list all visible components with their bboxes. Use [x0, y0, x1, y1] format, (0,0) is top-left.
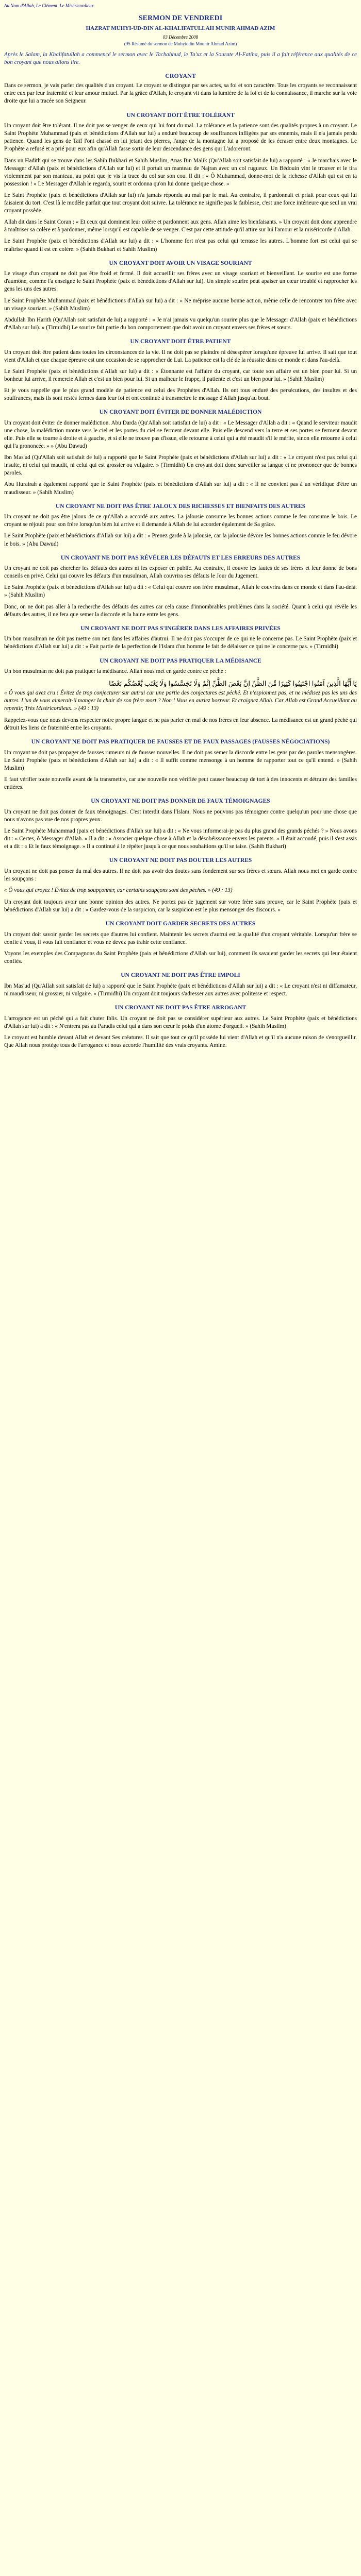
paragraph: Un bon musulman ne doit pas mettre son nez dans les affaires d'autrui. Il ne doit pas s'occuper de ce qui ne le concerne pas. Le Saint Prophète (paix et bénédictions d'Allah sur lui) a dit : « Fait partie de la perfection de l'Islam d'un homme le fait de délaisser ce qui ne le concerne pas. » (Tirmidhi): [4, 636, 357, 650]
paragraph: Le visage d'un croyant ne doit pas être froid et fermé. Il doit accueillir ses frères avec un visage souriant et bienveillant. Le sourire est une forme d'aumône, comme l'a enseigné le Saint Prophète (paix et bénédictions d'Allah sur lui). Un simple sourire peut apaiser un cœur troublé et rapprocher les gens les uns des autres.: [4, 270, 357, 293]
paragraph: Dans ce sermon, je vais parler des qualités d'un croyant. Le croyant se distingue par ses actes, sa foi et son caractère. Tous les croyants se reconnaissent entre eux par leur fraternité et leur amour mutuel. Par la grâce d'Allah, le croyant vit dans la lumière de la foi et de la connaissance, il marche sur la voie droite que lui a tracée son Seigneur.: [4, 82, 357, 105]
paragraph: Le Saint Prophète (paix et bénédictions d'Allah sur lui) a dit : « Celui qui couvre son frère musulman, Allah le couvrira dans ce monde et dans l'au-delà. » (Sahih Muslim): [4, 584, 357, 599]
quote-translation: « Ô vous qui avez cru ! Évitez de trop conjecturer sur autrui car une partie des conjectures est péché. Et n'espionnez pas, et ne médisez pas les uns des autres. L'un de vous aimerait-il manger la chair de son frère mort ? Non ! Vous en auriez horreur. Et craignez Allah. Car Allah est Grand Accueillant au repentir, Très Miséricordieux. » (49 : 13): [4, 689, 357, 711]
paragraph: Un croyant doit éviter de donner malédiction. Abu Darda (Qu'Allah soit satisfait de lui) a dit : « Le Messager d'Allah a dit : « Quand le serviteur maudit une chose, la malédiction monte vers le ciel et les portes du ciel se ferment devant elle. Puis elle descend vers la terre et ses portes se ferment devant elle. Puis elle se tourne à droite et à gauche, et si elle ne trouve pas d'issue, elle retourne à celui qui a été maudit s'il le mérite, sinon elle retourne à celui qui l'a prononcée. » » (Abu Dawud): [4, 419, 357, 449]
section-heading: UN CROYANT NE DOIT PAS PRATIQUER LA MÉDISANCE: [100, 657, 261, 664]
paragraph: Rappelez-vous que nous devons respecter notre propre langue et ne pas parler en mal de nos frères en leur absence. La médisance est un grand péché qui détruit les liens de fraternité entre les croyants.: [4, 717, 357, 732]
paragraph: Voyons les exemples des Compagnons du Saint Prophète (paix et bénédictions d'Allah sur lui), comment ils savaient garder les secrets qui leur étaient confiés.: [4, 951, 357, 965]
section-heading: UN CROYANT NE DOIT PAS DOUTER LES AUTRES: [109, 857, 252, 864]
paragraph: Donc, on ne doit pas aller à la recherche des défauts des autres car cela cause d'innombrables problèmes dans la société. Quant à celui qui révèle les défauts des autres, il ne fera que semer la discorde et la haine entre les gens.: [4, 603, 357, 618]
section-heading: UN CROYANT NE DOIT PAS S'INGÉRER DANS LES AFFAIRES PRIVÉES: [80, 625, 281, 632]
paragraph: Un croyant ne doit pas être jaloux de ce qu'Allah a accordé aux autres. La jalousie consume les bonnes actions comme le feu consume le bois. Le croyant se réjouit pour son frère lorsqu'un bien lui arrive et il demande à Allah de lui accorder également de Sa grâce.: [4, 514, 357, 528]
paragraph: Et je vous rappelle que le plus grand modèle de patience est celui des Prophètes d'Allah. Ils ont tous enduré des persécutions, des insultes et des souffrances, mais ils sont restés fermes dans leur foi et ont continué à transmettre le message d'Allah jusqu'au bout.: [4, 387, 357, 402]
paragraph: Un croyant ne doit pas propager de fausses rumeurs ni de fausses nouvelles. Il ne doit pas semer la discorde entre les gens par des paroles mensongères. Le Saint Prophète (paix et bénédictions d'Allah sur lui) a dit : « Il suffit comme mensonge à un homme de rapporter tout ce qu'il entend. » (Sahih Muslim): [4, 749, 357, 771]
paragraph: Un bon musulman ne doit pas pratiquer la médisance. Allah nous met en garde contre ce péché :: [4, 668, 226, 675]
paragraph: Le Saint Prophète (paix et bénédictions d'Allah sur lui) a dit : « Étonnante est l'affaire du croyant, car toute son affaire est un bien pour lui. Si un bonheur lui arrive, il remercie Allah et c'est un bien pour lui. Si un malheur le frappe, il patiente et c'est un bien pour lui. » (Sahih Muslim): [4, 368, 357, 382]
section-heading: UN CROYANT DOIT ÉVITER DE DONNER MALÉDICTION: [99, 409, 262, 416]
paragraph: Allah dit dans le Saint Coran : « Et ceux qui dominent leur colère et pardonnent aux gens. Allah aime les bienfaisants. » Un croyant doit donc apprendre à maîtriser sa colère et à pardonner, même lorsqu'il est capable de se venger. C'est par cette attitude qu'il attire sur lui l'amour et la miséricorde d'Allah.: [4, 219, 357, 233]
quote-translation: « Ô vous qui croyez ! Évitez de trop soupçonner, car certains soupçons sont des péchés. » (49 : 13): [4, 887, 233, 894]
section-heading: UN CROYANT NE DOIT PAS DONNER DE FAUX TÉMOIGNAGES: [91, 798, 270, 805]
paragraph: Le Saint Prophète Muhammad (paix et bénédictions d'Allah sur lui) a dit : « Ne méprise aucune bonne action, même celle de rencontrer ton frère avec un visage souriant. » (Sahih Muslim): [4, 297, 357, 312]
top-links[interactable]: Au Nom d'Allah, Le Clément, Le Miséricordieux: [4, 3, 94, 8]
paragraph: Le Saint Prophète (paix et bénédictions d'Allah sur lui) a dit : « Prenez garde à la jalousie, car la jalousie dévore les bonnes actions comme le feu dévore le bois. » (Abu Dawud): [4, 533, 357, 547]
paragraph: Un croyant doit être tolérant. Il ne doit pas se venger de ceux qui lui font du mal. La tolérance et la patience sont des qualités propres à un croyant. Le Saint Prophète Muhammad (paix et bénédictions d'Allah sur lui) a enduré beaucoup de souffrances infligées par ses ennemis, mais il n'a jamais perdu patience. Quand les gens de Taïf l'ont chassé en lui jetant des pierres, l'ange de la montagne lui a proposé de les écraser entre deux montagnes. Le Prophète a refusé et a prié pour eux afin qu'Allah fasse sortir de leur descendance des gens qui L'adoreront.: [4, 123, 357, 152]
sermon-author: (95 Résumé du sermon de Muhyiddin Mounir Ahmad Azim): [124, 41, 237, 46]
paragraph: Ibn Mas'ud (Qu'Allah soit satisfait de lui) a rapporté que le Saint Prophète (paix et bénédictions d'Allah sur lui) a dit : « Le croyant n'est pas celui qui insulte, ni celui qui maudit, ni celui qui est grossier ou vulgaire. » (Tirmidhi) Un croyant doit donc surveiller sa langue et ne prononcer que de bonnes paroles.: [4, 454, 357, 477]
arabic-quote: يَا أَيُّهَا الَّذِينَ آمَنُوا اجْتَنِبُوا كَثِيرًا مِّنَ الظَّنِّ إِنَّ بَعْضَ الظَّنِّ إِثْمٌ وَلَا تَجَسَّسُوا وَلَا يَغْتَب بَّعْضُكُم بَعْضًا: [109, 680, 357, 688]
paragraph: Abdullah Ibn Harith (Qu'Allah soit satisfait de lui) a rapporté : « Je n'ai jamais vu quelqu'un sourire plus que le Messager d'Allah (paix et bénédictions d'Allah sur lui). » (Tirmidhi) Le sourire fait partie du bon comportement que doit avoir un croyant envers ses frères et sœurs.: [4, 316, 357, 331]
section-heading: UN CROYANT NE DOIT PAS ÊTRE IMPOLI: [121, 972, 240, 979]
section-heading: UN CROYANT NE DOIT PAS PRATIQUER DE FAUSSES ET DE FAUX PASSAGES (FAUSSES NÉGOCIATIONS): [31, 739, 330, 745]
paragraph: Abu Hurairah a également rapporté que le Saint Prophète (paix et bénédictions d'Allah sur lui) a dit : « Il ne convient pas à un véridique d'être un maudisseur. » (Sahih Muslim): [4, 481, 357, 496]
section-heading: UN CROYANT NE DOIT PAS ÊTRE JALOUX DES RICHESSES ET BIENFAITS DES AUTRES: [55, 503, 306, 510]
section-heading: UN CROYANT DOIT GARDER SECRETS DES AUTRES: [105, 921, 256, 927]
page-title: SERMON DE VENDREDI: [138, 14, 223, 22]
section-heading: UN CROYANT DOIT AVOIR UN VISAGE SOURIANT: [109, 260, 252, 266]
section-heading: CROYANT: [165, 72, 196, 80]
sermon-date: 03 Décembre 2008: [162, 34, 199, 40]
paragraph: Le Saint Prophète (paix et bénédictions d'Allah sur lui) a dit : « L'homme fort n'est pas celui qui terrasse les autres. L'homme fort est celui qui se maîtrise quand il est en colère. » (Sahih Bukhari et Sahih Muslim): [4, 238, 357, 252]
intro-text: Après le Salam, la Khalifatullah a commencé le sermon avec le Tachahhud, le Ta'uz et la Sourate Al-Fatiha, puis il a fait référence aux qualités de ce bon croyant que nous allons lire.: [4, 51, 357, 65]
sermon-content: [4, 72, 357, 1049]
page: [0, 0, 361, 1049]
paragraph: Il faut vérifier toute nouvelle avant de la transmettre, car une nouvelle non vérifiée peut causer beaucoup de tort à des innocents et détruire des familles entières.: [4, 776, 357, 791]
paragraph: Un croyant doit toujours avoir une bonne opinion des autres. Ne portez pas de jugement sur votre frère sans preuve, car le Saint Prophète (paix et bénédictions d'Allah sur lui) a dit : « Gardez-vous de la suspicion, car la suspicion est le plus mensonger des discours. »: [4, 899, 357, 913]
paragraph: Le Saint Prophète Muhammad (paix et bénédictions d'Allah sur lui) a dit : « Ne vous informerai-je pas du plus grand des grands péchés ? » Nous avons dit : « Certes, ô Messager d'Allah. » Il a dit : « Associer quelque chose à Allah et la désobéissance envers les parents. » Il était accoudé, puis il s'est assis et a dit : « Et le faux témoignage. » Il a continué à le répéter jusqu'à ce que nous souhaitions qu'il se taise. (Sahih Bukhari): [4, 828, 357, 850]
paragraph: Un croyant doit être patient dans toutes les circonstances de la vie. Il ne doit pas se plaindre ni désespérer lorsqu'une épreuve lui arrive. Il sait que tout vient d'Allah et que chaque épreuve est une occasion de se rapprocher de Lui. La patience est la clé de la réussite dans ce monde et dans l'au-delà.: [4, 349, 357, 363]
paragraph: Un croyant ne doit pas chercher les défauts des autres ni les exposer en public. Au contraire, il couvre les fautes de ses frères et leur donne de bons conseils en privé. Celui qui couvre les défauts d'un musulman, Allah couvrira ses défauts le Jour du Jugement.: [4, 565, 357, 580]
page-subtitle: HAZRAT MUHYI-UD-DIN AL-KHALIFATULLAH MUNIR AHMAD AZIM: [86, 25, 275, 31]
section-heading: UN CROYANT DOIT ÊTRE TOLÉRANT: [126, 112, 235, 118]
paragraph: Un croyant ne doit pas donner de faux témoignages. C'est interdit dans l'Islam. Nous ne pouvons pas témoigner contre quelqu'un pour une chose que nous n'avons pas vue de nos propres yeux.: [4, 808, 357, 823]
paragraph: Un croyant doit savoir garder les secrets que d'autres lui confient. Maintenir les secrets d'autrui est la qualité d'un croyant véritable. Lorsqu'un frère se confie à vous, il vous fait confiance et vous ne devez pas trahir cette confiance.: [4, 931, 357, 946]
section-heading: UN CROYANT DOIT ÊTRE PATIENT: [130, 338, 231, 345]
paragraph: Un croyant ne doit pas penser du mal des autres. Il ne doit pas avoir des doutes sans fondement sur ses frères et sœurs. Allah nous met en garde contre les soupçons :: [4, 868, 357, 882]
paragraph: L'arrogance est un péché qui a fait chuter Iblis. Un croyant ne doit pas se considérer supérieur aux autres. Le Saint Prophète (paix et bénédictions d'Allah sur lui) a dit : « N'entrera pas au Paradis celui qui a dans son cœur le poids d'un atome d'orgueil. » (Sahih Muslim): [4, 1015, 357, 1029]
section-heading: UN CROYANT NE DOIT PAS ÊTRE ARROGANT: [114, 1005, 247, 1011]
paragraph: Ibn Mas'ud (Qu'Allah soit satisfait de lui) a rapporté que le Saint Prophète (paix et bénédictions d'Allah sur lui) a dit : « Le croyant n'est ni diffamateur, ni maudisseur, ni grossier, ni vulgaire. » (Tirmidhi) Un croyant doit toujours s'adresser aux autres avec politesse et respect.: [4, 982, 357, 997]
paragraph: Le Saint Prophète (paix et bénédictions d'Allah sur lui) n'a jamais répondu au mal par le mal. Au contraire, il pardonnait et priait pour ceux qui lui faisaient du tort. C'est là le modèle parfait que tout croyant doit suivre. La tolérance ne signifie pas la faiblesse, c'est une force intérieure que seul un vrai croyant possède.: [4, 192, 357, 214]
paragraph: Le croyant est humble devant Allah et devant Ses créatures. Il sait que tout ce qu'il possède lui vient d'Allah et qu'il n'a aucune raison de s'enorgueillir. Que Allah nous protège tous de l'arrogance et nous accorde l'humilité des vrais croyants. Amine.: [4, 1034, 357, 1048]
paragraph: Dans un Hadith qui se trouve dans les Sahih Bukhari et Sahih Muslim, Anas Bin Malik (Qu'Allah soit satisfait de lui) a rapporté : « Je marchais avec le Messager d'Allah (paix et bénédictions d'Allah sur lui) et il portait un manteau de Najran avec un col rugueux. Un Bédouin vint le trouver et le tira violemment par son manteau, au point que je vis la trace du col sur son cou. Il dit : « Ô Muhammad, donne-moi de la richesse d'Allah qui est en ta possession ! » Le Messager d'Allah le regarda, sourit et ordonna qu'on lui donne quelque chose. »: [4, 157, 357, 187]
section-heading: UN CROYANT NE DOIT PAS RÉVÉLER LES DÉFAUTS ET LES ERREURS DES AUTRES: [60, 554, 301, 561]
